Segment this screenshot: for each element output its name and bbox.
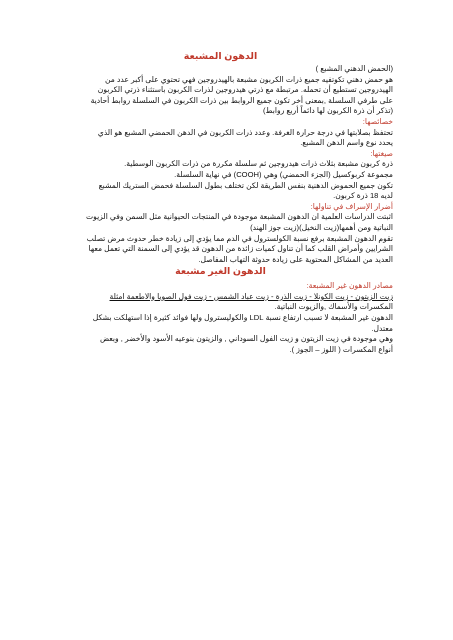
harm-line: النباتية ومن أهمها(زيت النخيل)(زيت جوز الهند): [250, 222, 393, 232]
formula-line: تكون جميع الحموض الدهنية بنفس الطريقة لكن تختلف بطول السلسلة فحمض الستريك المشبع: [98, 180, 393, 190]
formula-line: ذرة كربون مشبعة بثلاث ذرات هيدروجين ثم سلسلة مكررة من ذرات الكربون الوسطية.: [124, 159, 393, 169]
formula-line: مجموعة كربوكسيل (الجزء الحمضي) وهي (COOH) في نهاية السلسلة.: [174, 169, 393, 179]
formula-heading: صيغتها:: [370, 148, 393, 158]
examples-line: أنواع المكسرات ( اللوز – الجوز ).: [289, 344, 393, 354]
formula-line: لديه 18 ذرة كربون.: [333, 191, 393, 201]
intro-line: (تذكر أن ذرة الكربون لها دائماً أربع روابط): [263, 106, 393, 116]
examples-line: وهي موجودة في زيت الزيتون و زيت الفول السوداني , والزيتون بنوعيه الأسود والأخضر , وبعض: [99, 334, 393, 344]
harm-line: اثبتت الدراسات العلمية ان الدهون المشبعة موجودة في المنتجات الحيوانية مثل السمن وفي الزيوت: [86, 212, 393, 222]
features-line: يحدد نوع واسم الدهن المشبع.: [300, 138, 393, 148]
benefits-line: الدهون غير المشبعة لا تسبب ارتفاع نسبة LDL والكوليسترول ولها فوائد كثيرة إذا استهلكت بشكل: [92, 313, 393, 323]
sources-heading: مصادر الدهون غير المشبعة:: [306, 281, 393, 291]
harm-line: تقوم الدهون المشبعة برفع نسبة الكولسترول في الدم مما يؤدي إلى زيادة خطر حدوث مرض تصلب: [86, 233, 393, 243]
intro-line: هو حمض دهني تكوتفيه جميع ذرات الكربون مشبعة بالهيدروجين فهي تحتوي على أكبر عدد من: [105, 74, 393, 84]
subtitle-saturated-fatty-acid: (الحمض الدهني المشبع ): [315, 64, 393, 73]
sources-line: المكسرات والأسماك ,والزيوت النباتية.: [274, 302, 393, 312]
document-page: [48, 50, 393, 355]
features-line: تحتفظ بصلابتها في درجة حرارة الغرفة. وعدد ذرات الكربون في الدهن الحمضي المشبع هو الذي: [97, 127, 393, 137]
intro-line: على طرفي السلسلة ,بمعنى أخر تكون جميع الروابط بين ذرات الكربون في السلسلة روابط أحادية: [90, 95, 393, 105]
benefits-line: معتدل.: [371, 323, 393, 333]
intro-line: الهيدروجين تستطيع أن تحمله. مرتبطة مع ذرتي هيدروجين لذرات الكربون باستثناء ذرتي الكربون: [97, 85, 393, 95]
features-heading: خصائصها:: [362, 116, 393, 126]
title-unsaturated-fats: الدهون الغير مشبعة: [175, 266, 266, 278]
harm-heading: أضرار الإسراف في تناولها:: [310, 201, 393, 211]
harm-line: العديد من المشاكل المحتوية على زيادة حدوثة التهاب المفاصل.: [198, 254, 393, 264]
title-saturated-fats: الدهون المشبعة: [183, 51, 258, 62]
harm-line: الشرايين وأمراض القلب كما أن تناول كميات زائدة من الدهون قد يؤدي إلى السمنة التي تعمل معها: [88, 244, 393, 254]
sources-line: زيت الزيتون - زيت الكونلا - زيت الذرة - زيت عباد الشمس - زيت فول الصويا والاطعمة امثلة: [109, 291, 393, 301]
